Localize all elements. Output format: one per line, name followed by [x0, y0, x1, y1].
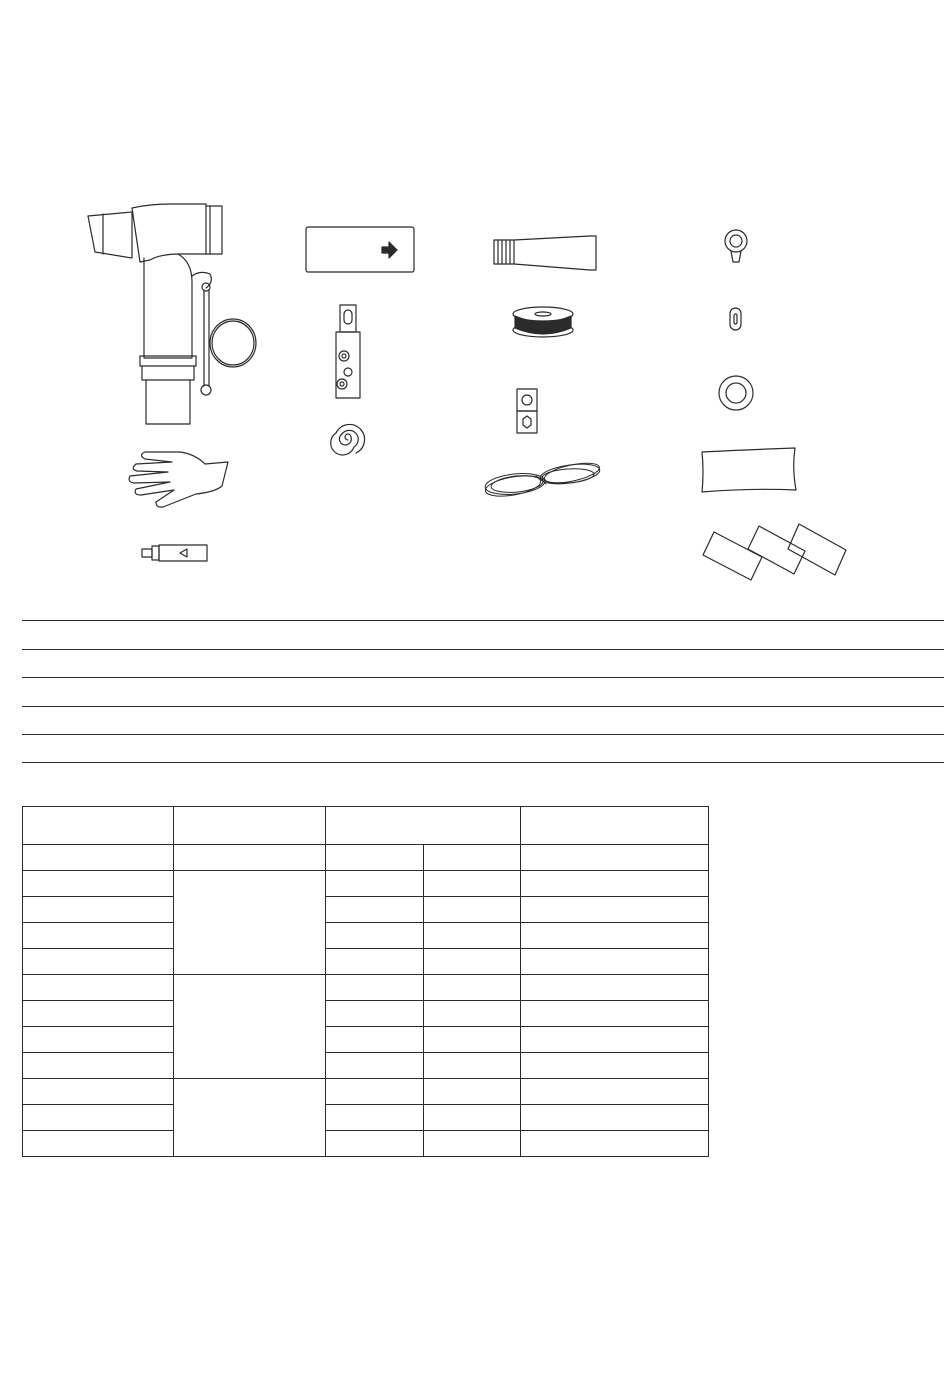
table-cell: [521, 975, 709, 1001]
ring-terminal-icon: [725, 230, 747, 262]
table-cell: [521, 1105, 709, 1131]
table-cell: [326, 1105, 424, 1131]
table-cell: [23, 975, 174, 1001]
table-cell: [326, 1053, 424, 1079]
table-row: [23, 1027, 709, 1053]
table-header-cell: [521, 807, 709, 845]
table-cell: [326, 845, 424, 871]
table-cell: [326, 1001, 424, 1027]
table-cell: [424, 975, 521, 1001]
table-header-cell: [326, 807, 521, 845]
table-cell: [23, 1105, 174, 1131]
components-illustration: [0, 0, 950, 600]
table-cell: [424, 1079, 521, 1105]
blank-line: [22, 762, 944, 763]
table-cell: [326, 1131, 424, 1157]
table-cell: [521, 949, 709, 975]
table-header-cell: [174, 807, 326, 845]
table-cell: [521, 1001, 709, 1027]
tape-roll-icon: [513, 307, 573, 337]
blank-line: [22, 649, 944, 650]
table-cell: [23, 1131, 174, 1157]
table-row: [23, 1053, 709, 1079]
table-cell: [521, 1027, 709, 1053]
wire-coil-icon: [484, 459, 601, 499]
table-cell: [23, 1079, 174, 1105]
table-cell: [521, 897, 709, 923]
table-cell: [23, 1053, 174, 1079]
hex-connector-icon: [517, 389, 537, 433]
table-cell: [174, 845, 326, 871]
table-row: [23, 949, 709, 975]
table-cell: [424, 871, 521, 897]
table-row: [23, 1131, 709, 1157]
table-cell: [23, 949, 174, 975]
abrasive-strips-icon: [703, 524, 846, 580]
table-group-cell: [174, 871, 326, 975]
table-cell: [424, 1131, 521, 1157]
table-row: [23, 897, 709, 923]
blank-line: [22, 706, 944, 707]
compression-lug-icon: [336, 305, 360, 398]
table-cell: [326, 923, 424, 949]
elbow-connector-icon: [88, 204, 256, 424]
spec-table: [22, 806, 709, 1157]
table-row: [23, 871, 709, 897]
table-cell: [23, 871, 174, 897]
table-row: [23, 923, 709, 949]
table-cell: [326, 1027, 424, 1053]
table-cell: [424, 923, 521, 949]
table-cell: [23, 1027, 174, 1053]
table-cell: [23, 845, 174, 871]
table-subheader-row: [23, 845, 709, 871]
table-row: [23, 1001, 709, 1027]
table-cell: [326, 975, 424, 1001]
blank-line: [22, 620, 944, 621]
table-cell: [521, 845, 709, 871]
table-cell: [326, 871, 424, 897]
table-cell: [424, 1053, 521, 1079]
spring-coil-icon: [331, 424, 365, 454]
table-cell: [23, 923, 174, 949]
table-cell: [326, 897, 424, 923]
table-header-cell: [23, 807, 174, 845]
table-cell: [424, 949, 521, 975]
table-cell: [521, 923, 709, 949]
table-cell: [424, 1105, 521, 1131]
table-cell: [424, 1027, 521, 1053]
table-cell: [521, 1079, 709, 1105]
table-cell: [326, 949, 424, 975]
table-row: [23, 975, 709, 1001]
table-cell: [424, 1001, 521, 1027]
table-cell: [521, 871, 709, 897]
table-cell: [326, 1079, 424, 1105]
glove-icon: [129, 452, 228, 507]
table-cell: [23, 897, 174, 923]
table-cell: [23, 1001, 174, 1027]
table-cell: [424, 845, 521, 871]
lubricant-tube-icon: [494, 236, 596, 270]
blank-line: [22, 734, 944, 735]
blank-line: [22, 677, 944, 678]
table-cell: [424, 897, 521, 923]
label-card-icon: [306, 227, 414, 272]
wipe-pad-icon: [702, 448, 796, 492]
table-row: [23, 1105, 709, 1131]
small-clip-icon: [730, 308, 741, 330]
table-cell: [521, 1131, 709, 1157]
table-group-cell: [174, 975, 326, 1079]
table-group-cell: [174, 1079, 326, 1157]
table-row: [23, 1079, 709, 1105]
table-header-row: [23, 807, 709, 845]
table-cell: [521, 1053, 709, 1079]
probe-tool-icon: [142, 545, 207, 561]
washer-icon: [719, 376, 753, 410]
